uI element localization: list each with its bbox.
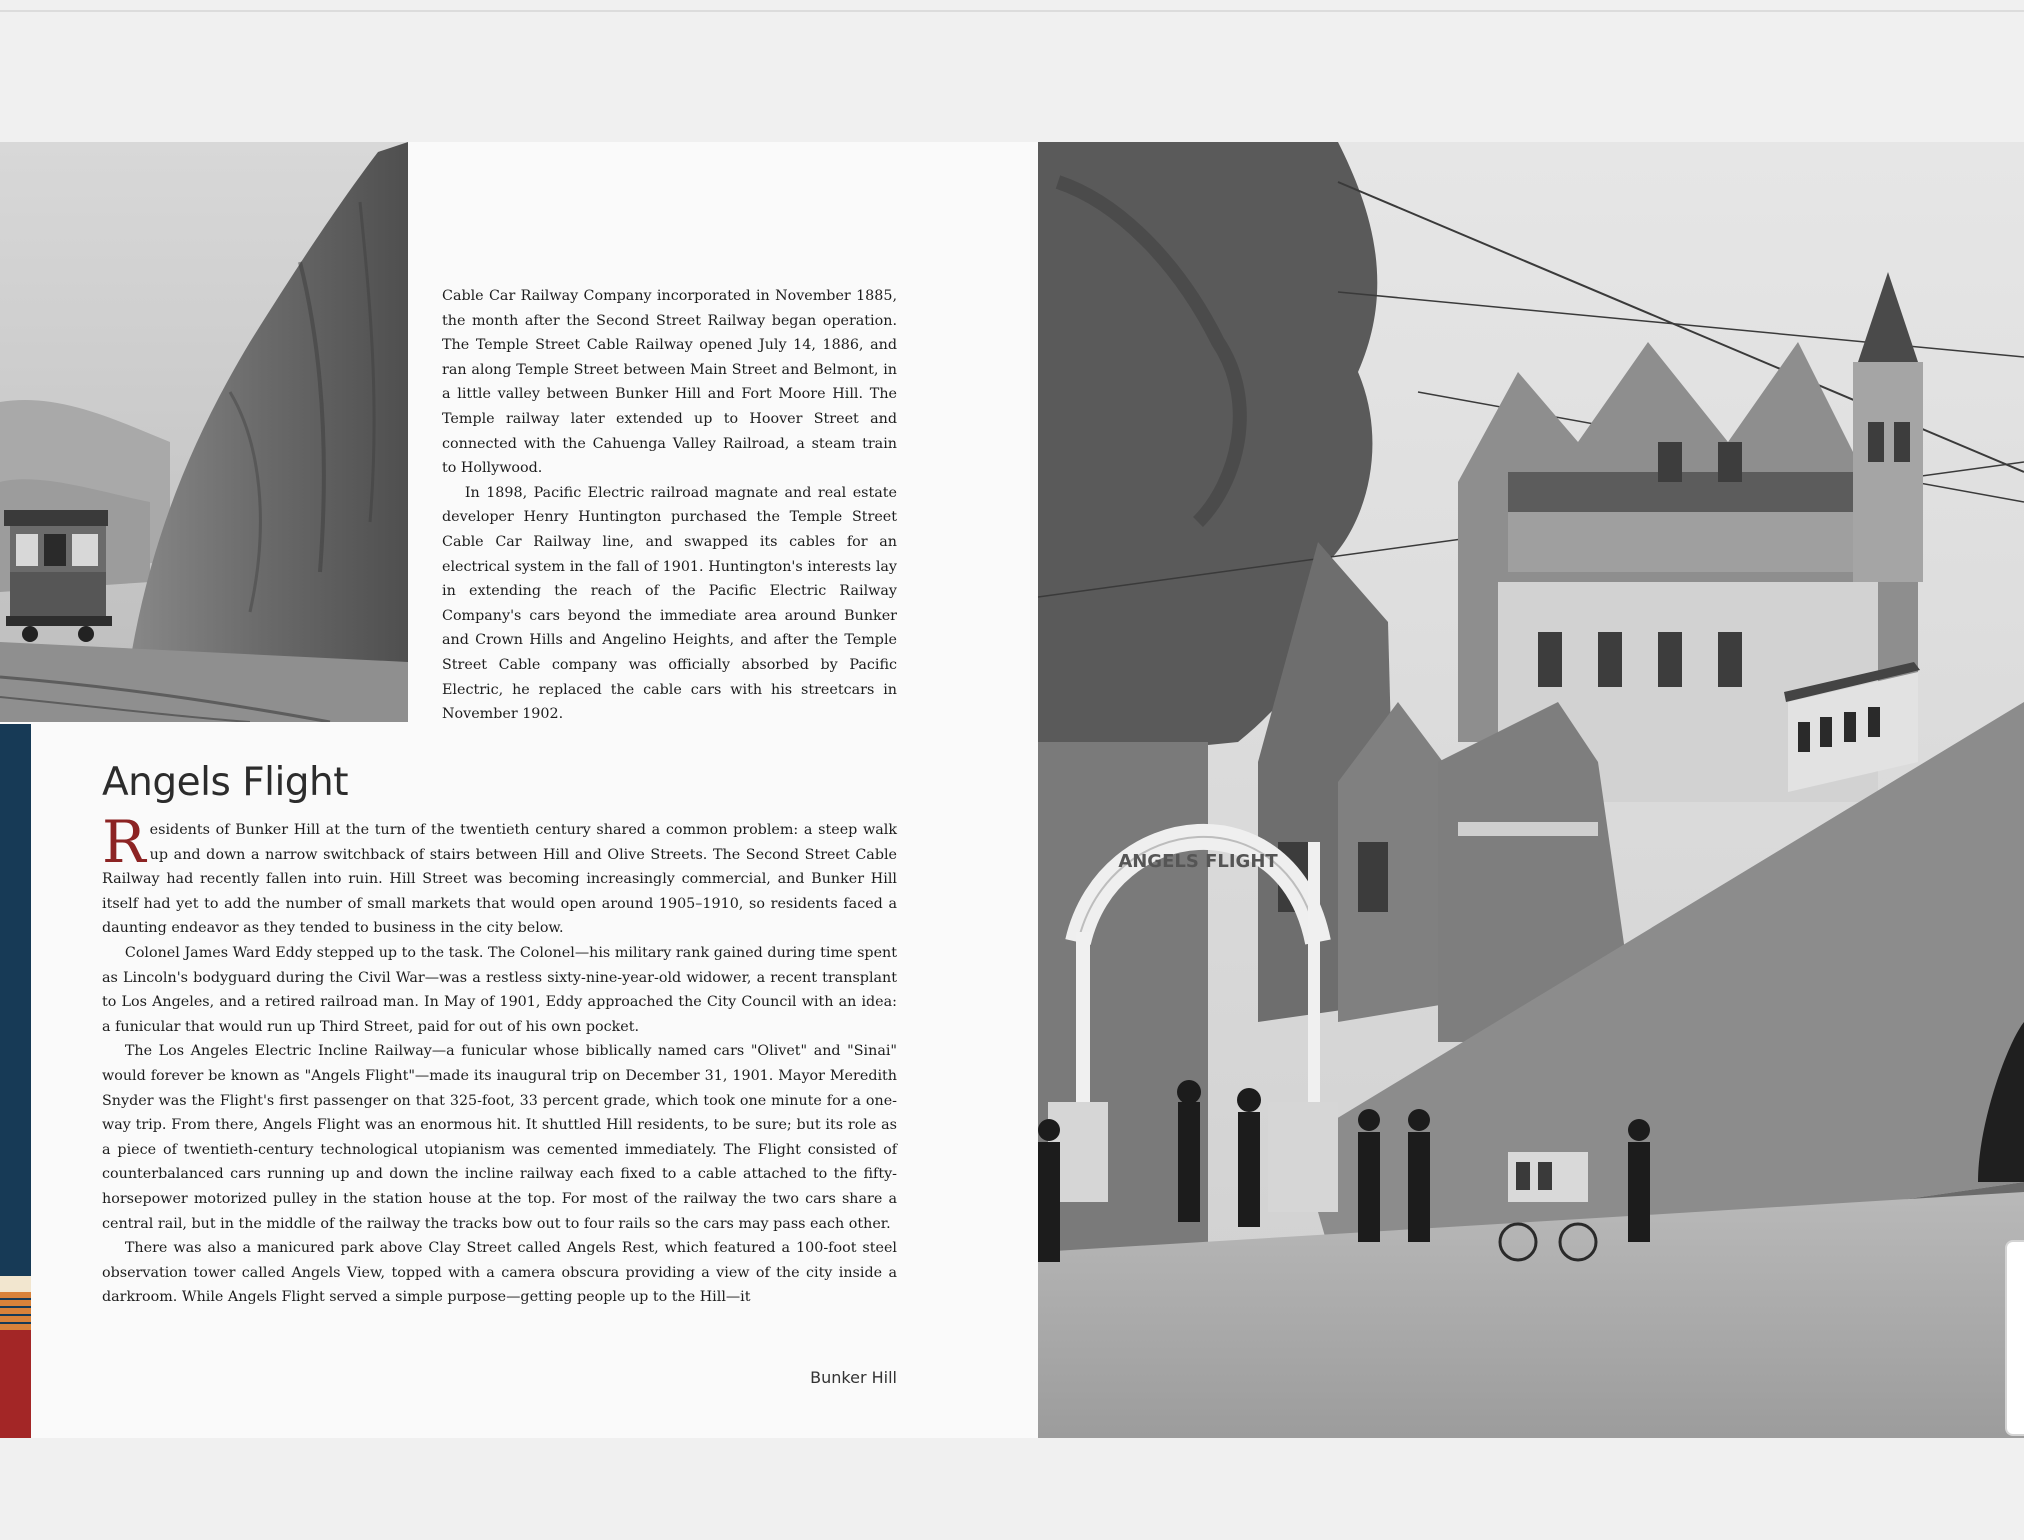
- cable-car-photo: [0, 142, 408, 722]
- angels-flight-photo: [1038, 142, 2024, 1438]
- section-heading: Angels Flight: [102, 760, 349, 805]
- viewer-top-border: [0, 10, 2024, 12]
- cable-car-illustration: [4, 510, 112, 642]
- paragraph: Residents of Bunker Hill at the turn of the twentieth century shared a common problem: a steep walk up and down a narrow switchback of stairs between Hill and Olive Streets. The Second Street Cable Railway had recently fallen into ruin. Hill Street was becoming increasingly commercial, and Bunker Hill itself had yet to add the number of small markets that would open around 1905–1910, so residents faced a daunting endeavor as they tended to business in the city below.: [102, 808, 897, 937]
- paragraph: There was also a manicured park above Clay Street called Angels Rest, which featured a 100-foot steel observation tower called Angels View, topped with a camera obscura providing a view of the city inside a darkroom. While Angels Flight served a simple purpose—getting people up to the Hill—it: [102, 1240, 897, 1306]
- continued-text-column: [442, 284, 897, 727]
- book-spread: [0, 142, 2024, 1438]
- decorative-color-strip: [0, 724, 31, 1438]
- svg-text:ANGELS FLIGHT: ANGELS FLIGHT: [1118, 851, 1278, 872]
- section-body: [102, 808, 897, 1310]
- paragraph: In 1898, Pacific Electric railroad magnate and real estate developer Henry Huntington purchased the Temple Street Cable Car Railway line, and swapped its cables for an electrical system in the fall of 1901. Huntington's interests lay in extending the reach of the Pacific Electric Railway Company's cars beyond the immediate area around Bunker and Crown Hills and Angelino Heights, and after the Temple Street Cable company was officially absorbed by Pacific Electric, he replaced the cable cars with his streetcars in November 1902.: [442, 484, 897, 723]
- drop-cap: R: [102, 808, 146, 876]
- scroll-edge-tab[interactable]: [2005, 1240, 2024, 1436]
- paragraph: Cable Car Railway Company incorporated in November 1885, the month after the Second Street Railway began operation. The Temple Street Cable Railway opened July 14, 1886, and ran along Temple Street between Main Street and Belmont, in a little valley between Bunker Hill and Fort Moore Hill. The Temple railway later extended up to Hoover Street and connected with the Cahuenga Valley Railroad, a steam train to Hollywood.: [442, 288, 897, 477]
- paragraph: Colonel James Ward Eddy stepped up to the task. The Colonel—his military rank gained during time spent as Lincoln's bodyguard during the Civil War—was a restless sixty-nine-year-old widower, a recent transplant to Los Angeles, and a retired railroad man. In May of 1901, Eddy approached the City Council with an idea: a funicular that would run up Third Street, paid for out of his own pocket.: [102, 944, 897, 1035]
- paragraph: The Los Angeles Electric Incline Railway—a funicular whose biblically named cars "Olivet" and "Sinai" would forever be known as "Angels Flight"—made its inaugural trip on December 31, 1901. Mayor Meredith Snyder was the Flight's first passenger on that 325-foot, 33 percent grade, which took one minute for a one-way trip. From there, Angels Flight was an enormous hit. It shuttled Hill residents, to be sure; but its role as a piece of twentieth-century technological utopianism was cemented immediately. The Flight consisted of counterbalanced cars running up and down the incline railway each fixed to a cable attached to the fifty-horsepower motorized pulley in the station house at the top. For most of the railway the two cars share a central rail, but in the middle of the railway the tracks bow out to four rails so the cars may pass each other.: [102, 1043, 897, 1232]
- page-footer: Bunker Hill: [810, 1368, 897, 1387]
